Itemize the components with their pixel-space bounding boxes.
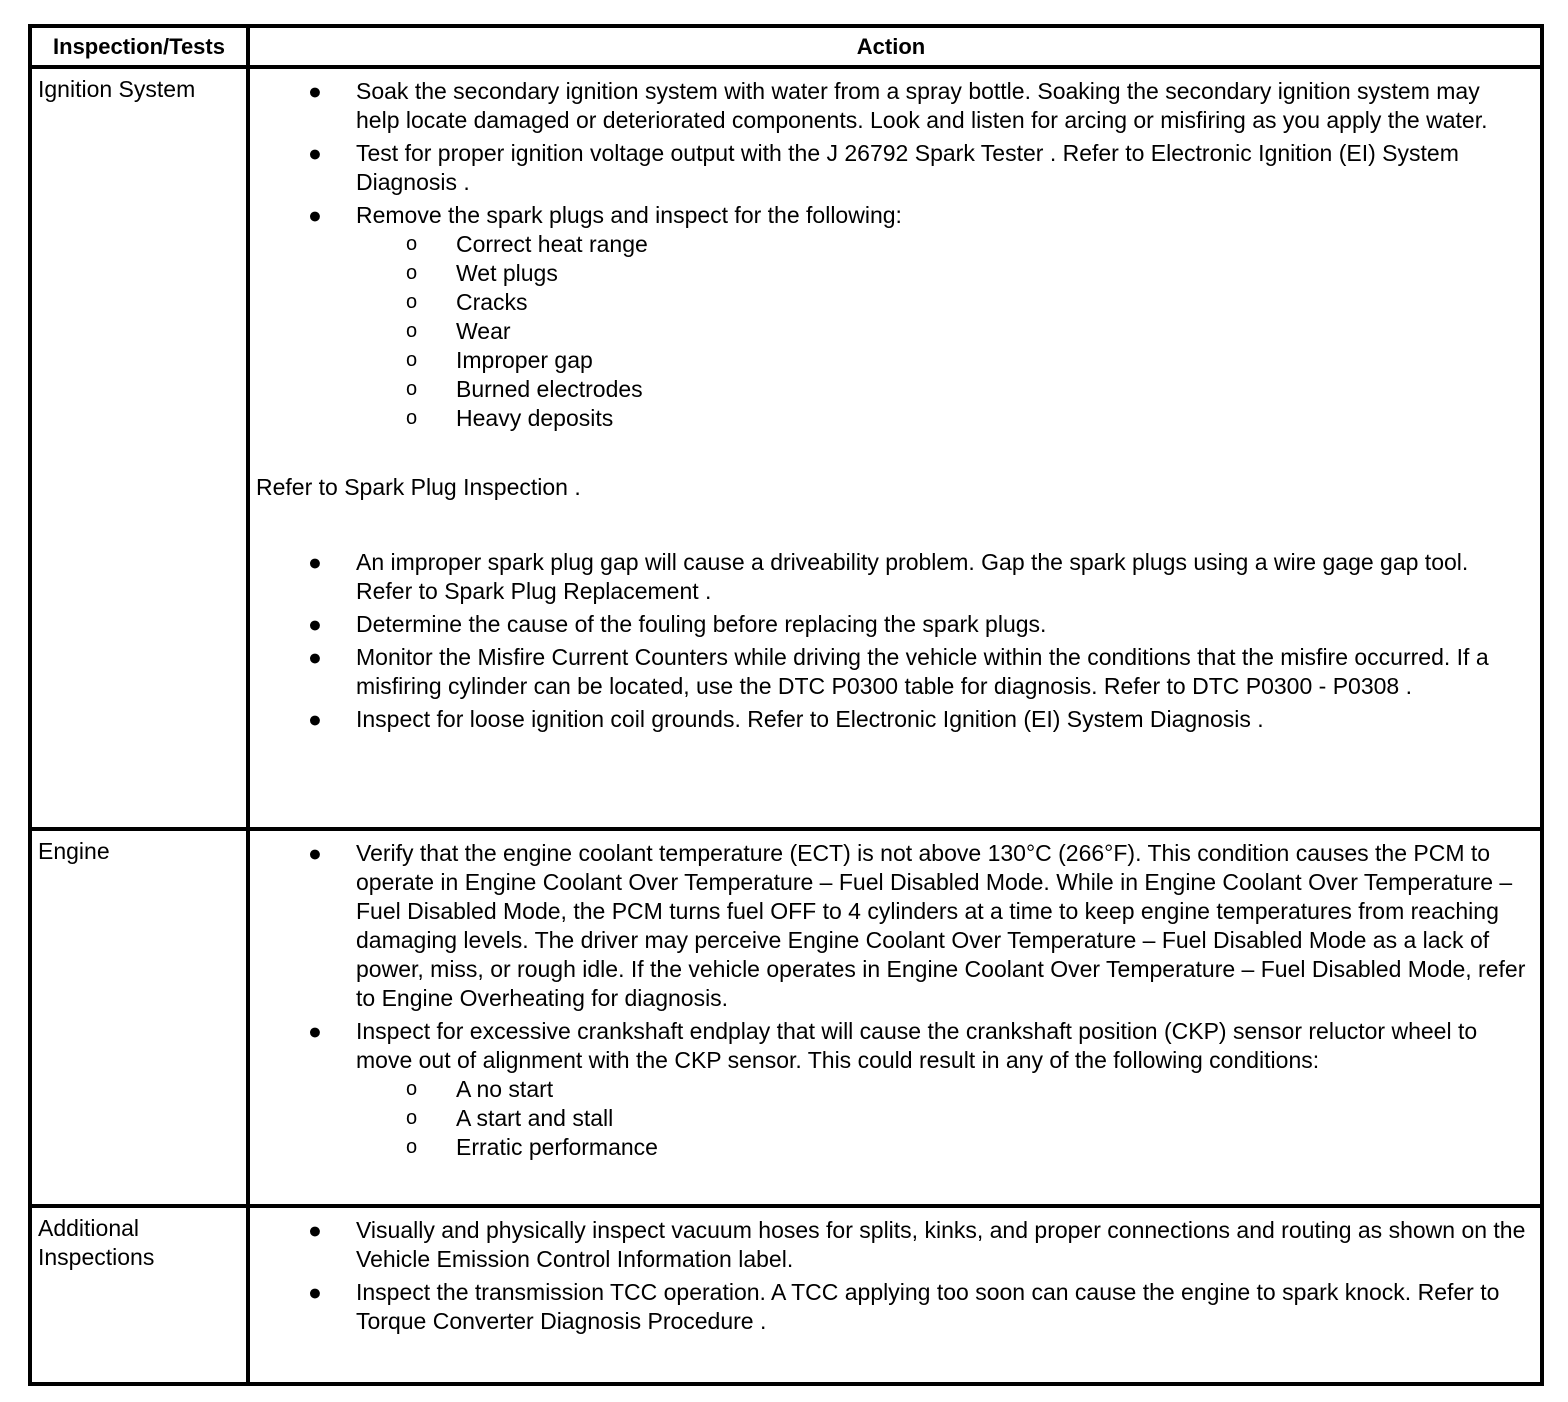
row-label: Ignition System bbox=[32, 69, 250, 827]
sub-item: o Improper gap bbox=[406, 347, 593, 373]
bullet-item: ● Determine the cause of the fouling before replacing the spark plugs. bbox=[308, 611, 1047, 637]
circle-bullet-icon: o bbox=[406, 233, 418, 255]
circle-bullet-icon: o bbox=[406, 349, 418, 371]
bullet-item: ● Monitor the Misfire Current Counters while driving the vehicle within the conditions that the misfire occurred. If a misfiring cylinder can be located, use the DTC P0300 table for diagnosis. Refer to DTC P0300 - P0308 . bbox=[308, 644, 1489, 699]
bullet-item: ● Remove the spark plugs and inspect for the following: bbox=[308, 202, 902, 228]
row-action bbox=[250, 69, 1540, 827]
spark-plug-inspection-note: Refer to Spark Plug Inspection . bbox=[256, 474, 581, 500]
circle-bullet-icon: o bbox=[406, 291, 418, 313]
circle-bullet-icon: o bbox=[406, 407, 418, 429]
circle-bullet-icon: o bbox=[406, 1078, 418, 1100]
bullet-icon: ● bbox=[308, 706, 322, 732]
sub-item: o Erratic performance bbox=[406, 1134, 658, 1160]
circle-bullet-icon: o bbox=[406, 1107, 418, 1129]
bullet-item: ● Visually and physically inspect vacuum hoses for splits, kinks, and proper connections and routing as shown on the Vehicle Emission Control Information label. bbox=[308, 1217, 1526, 1272]
bullet-icon: ● bbox=[308, 1217, 322, 1243]
bullet-icon: ● bbox=[308, 78, 322, 104]
table-row-additional-inspections bbox=[32, 1204, 1540, 1382]
circle-bullet-icon: o bbox=[406, 262, 418, 284]
sub-item: o Wear bbox=[406, 318, 511, 344]
bullet-icon: ● bbox=[308, 611, 322, 637]
bullet-item: ● Inspect for excessive crankshaft endplay that will cause the crankshaft position (CKP) sensor reluctor wheel to move out of alignment with the CKP sensor. This could result in any of the following conditions: bbox=[308, 1018, 1478, 1073]
bullet-icon: ● bbox=[308, 202, 322, 228]
bullet-item: ● Inspect the transmission TCC operation. A TCC applying too soon can cause the engine to spark knock. Refer to Torque Converter Diagnosis Procedure . bbox=[308, 1279, 1500, 1334]
sub-item: o A start and stall bbox=[406, 1105, 614, 1131]
inspection-table bbox=[28, 24, 1544, 1386]
header-inspection-tests: Inspection/Tests bbox=[32, 28, 250, 65]
bullet-icon: ● bbox=[308, 140, 322, 166]
circle-bullet-icon: o bbox=[406, 378, 418, 400]
sub-item: o A no start bbox=[406, 1076, 554, 1102]
row-label: Additional Inspections bbox=[32, 1208, 250, 1382]
bullet-item: ● An improper spark plug gap will cause a driveability problem. Gap the spark plugs using a wire gage gap tool. Refer to Spark Plug Replacement . bbox=[308, 549, 1469, 604]
bullet-item: ● Soak the secondary ignition system with water from a spray bottle. Soaking the secondary ignition system may help locate damaged or deteriorated components. Look and listen for arcing or misfiring as you apply the water. bbox=[308, 78, 1488, 133]
header-action: Action bbox=[856, 34, 926, 59]
bullet-icon: ● bbox=[308, 840, 322, 866]
sub-item: o Wet plugs bbox=[406, 260, 558, 286]
circle-bullet-icon: o bbox=[406, 1136, 418, 1158]
row-action bbox=[250, 831, 1540, 1204]
sub-item: o Heavy deposits bbox=[406, 405, 614, 431]
sub-item: o Correct heat range bbox=[406, 231, 648, 257]
table-header-row bbox=[32, 28, 1540, 65]
bullet-item: ● Test for proper ignition voltage output with the J 26792 Spark Tester . Refer to Electronic Ignition (EI) System Diagnosis . bbox=[308, 140, 1459, 195]
bullet-item: ● Verify that the engine coolant temperature (ECT) is not above 130°C (266°F). This condition causes the PCM to operate in Engine Coolant Over Temperature – Fuel Disabled Mode. While in Engine Coolant Over Temperature – Fuel Disabled Mode, the PCM turns fuel OFF to 4 cylinders at a time to keep engine temperatures from reaching damaging levels. The driver may perceive Engine Coolant Over Temperature – Fuel Disabled Mode as a lack of power, miss, or rough idle. If the vehicle operates in Engine Coolant Over Temperature – Fuel Disabled Mode, refer to Engine Overheating for diagnosis. bbox=[308, 840, 1526, 1011]
sub-item: o Cracks bbox=[406, 289, 528, 315]
row-label: Engine bbox=[32, 831, 250, 1204]
bullet-icon: ● bbox=[308, 549, 322, 575]
bullet-item: ● Inspect for loose ignition coil grounds. Refer to Electronic Ignition (EI) System Diagnosis . bbox=[308, 706, 1264, 732]
sub-item: o Burned electrodes bbox=[406, 376, 643, 402]
table-row-engine bbox=[32, 827, 1540, 1204]
row-action bbox=[250, 1208, 1540, 1382]
table-row-ignition-system bbox=[32, 65, 1540, 827]
bullet-icon: ● bbox=[308, 644, 322, 670]
circle-bullet-icon: o bbox=[406, 320, 418, 342]
bullet-icon: ● bbox=[308, 1279, 322, 1305]
bullet-icon: ● bbox=[308, 1018, 322, 1044]
